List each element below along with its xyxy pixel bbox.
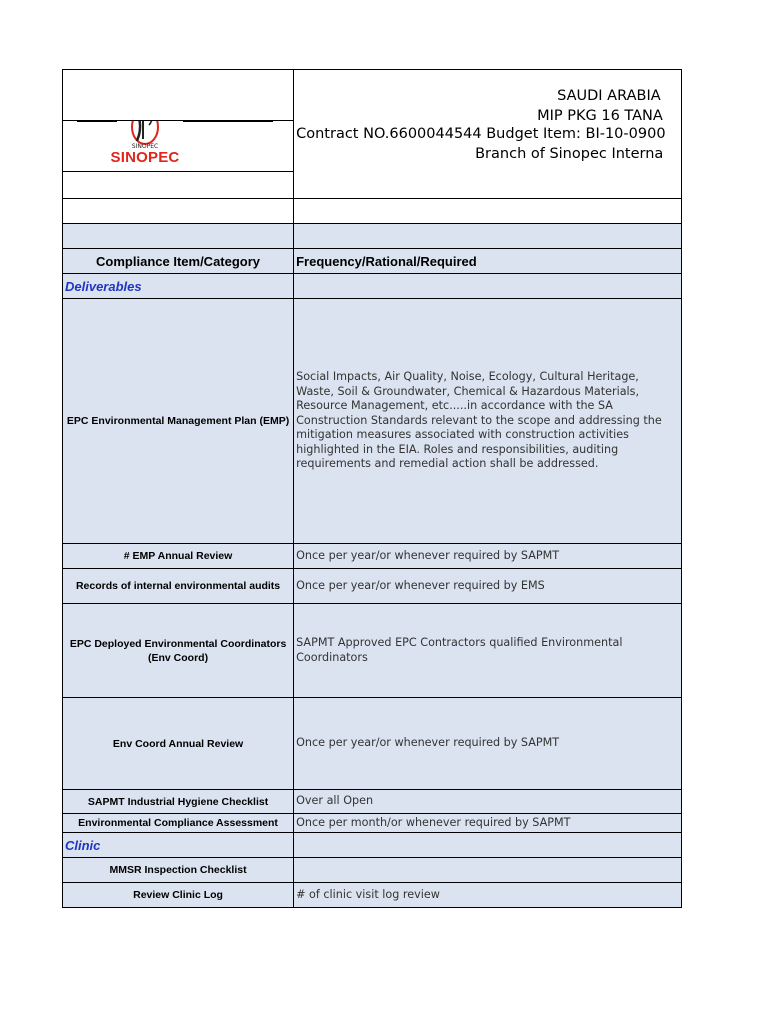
value-cell[interactable]: Once per year/or whenever required by SAPMT [294,698,682,790]
sinopec-logo-icon [107,121,183,152]
blank-cell[interactable] [294,274,682,299]
spreadsheet-sheet [62,69,763,969]
blank-cell[interactable] [63,224,294,249]
item-cell[interactable]: Environmental Compliance Assessment [63,814,294,833]
value-cell[interactable]: SAPMT Approved EPC Contractors qualified Environmental Coordinators [294,604,682,698]
compliance-table [62,69,682,908]
value-cell[interactable]: Once per year/or whenever required by EMS [294,569,682,604]
item-cell[interactable]: EPC Environmental Management Plan (EMP) [63,299,294,544]
value-cell[interactable]: Once per year/or whenever required by SAPMT [294,544,682,569]
header-line-2: MIP PKG 16 TANA [537,108,663,124]
sinopec-logo [107,121,185,172]
value-cell[interactable]: Social Impacts, Air Quality, Noise, Ecology, Cultural Heritage, Waste, Soil & Groundwater, Chemical & Hazardous Materials, Resource Management, etc.....in accordance with the SA Construction Standards relevant to the scope and addressing the mitigation measures associated with construction activities highlighted in the EIA. Roles and responsibilities, auditing requirements and remedial action shall be addressed. [294,299,682,544]
blank-cell[interactable] [63,199,294,224]
column-header-frequency[interactable]: Frequency/Rational/Required [294,249,682,274]
item-cell[interactable]: Env Coord Annual Review [63,698,294,790]
section-label-deliverables[interactable]: Deliverables [63,274,294,299]
header-line-3: Contract NO.6600044544 Budget Item: BI-10-0900 [296,126,666,142]
blank-cell[interactable] [294,833,682,858]
column-header-item[interactable]: Compliance Item/Category [63,249,294,274]
item-cell[interactable]: EPC Deployed Environmental Coordinators (Env Coord) [63,604,294,698]
header-title-cell[interactable] [294,70,682,199]
header-line-4: Branch of Sinopec Interna [475,146,664,162]
value-cell[interactable]: Once per month/or whenever required by SAPMT [294,814,682,833]
section-label-clinic[interactable]: Clinic [63,833,294,858]
value-cell[interactable]: # of clinic visit log review [294,883,682,908]
header-logo-cell[interactable] [63,121,294,172]
item-cell[interactable]: # EMP Annual Review [63,544,294,569]
item-cell[interactable]: SAPMT Industrial Hygiene Checklist [63,790,294,814]
logo-wordmark: SINOPEC [110,149,180,166]
header-left-bottom-cell[interactable] [63,172,294,199]
value-cell[interactable]: Over all Open [294,790,682,814]
header-line-1: SAUDI ARABIA [557,88,661,104]
header-left-top-cell[interactable] [63,70,294,121]
item-cell[interactable]: MMSR Inspection Checklist [63,858,294,883]
item-cell[interactable]: Review Clinic Log [63,883,294,908]
item-cell[interactable]: Records of internal environmental audits [63,569,294,604]
logo-mark-text: SINOPEC [131,143,159,150]
blank-cell[interactable] [294,199,682,224]
blank-cell[interactable] [294,224,682,249]
value-cell[interactable] [294,858,682,883]
